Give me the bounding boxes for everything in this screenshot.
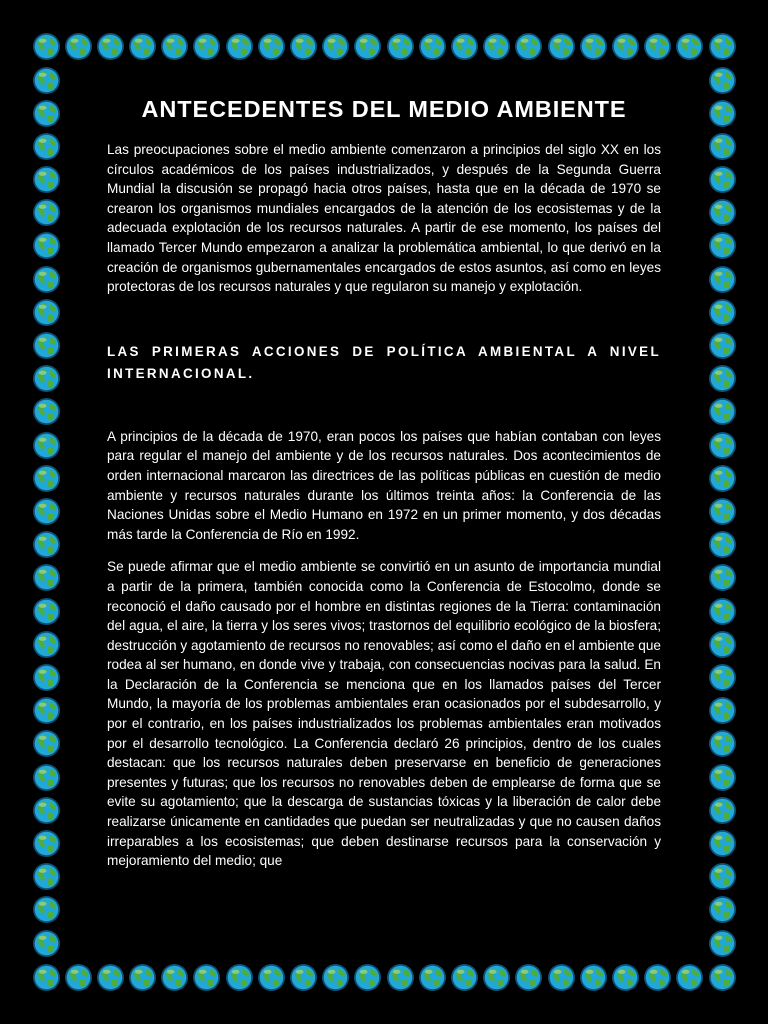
body-paragraph-2: A principios de la década de 1970, eran pocos los países que habían contaban con leyes para regular el manejo del ambiente y de los recursos naturales. Dos acontecimientos de orden internacional marcaron las directrices de las políticas públicas en cuestión de medio ambiente y recursos naturales durante los últimos treinta años: la Conferencia de las Naciones Unidas sobre el Medio Humano en 1972 en un primer momento, y dos décadas más tarde la Conferencia de Río en 1992. xyxy=(107,428,661,542)
globe-icon xyxy=(708,563,737,592)
globe-icon xyxy=(418,32,447,61)
globe-icon xyxy=(321,963,350,992)
globe-icon xyxy=(708,364,737,393)
globe-icon xyxy=(708,597,737,626)
globe-icon xyxy=(353,963,382,992)
globe-icon xyxy=(708,99,737,128)
globe-icon xyxy=(708,895,737,924)
globe-icon xyxy=(708,132,737,161)
globe-icon xyxy=(32,696,61,725)
globe-icon xyxy=(708,729,737,758)
globe-icon xyxy=(32,895,61,924)
globe-icon xyxy=(32,862,61,891)
globe-icon xyxy=(450,963,479,992)
globe-icon xyxy=(160,32,189,61)
section-heading: LAS PRIMERAS ACCIONES DE POLÍTICA AMBIENTAL A NIVEL INTERNACIONAL. xyxy=(107,343,661,381)
globe-icon xyxy=(32,663,61,692)
globe-icon xyxy=(192,963,221,992)
globe-icon xyxy=(708,165,737,194)
globe-icon xyxy=(708,796,737,825)
globe-icon xyxy=(257,963,286,992)
globe-icon xyxy=(547,963,576,992)
globe-icon xyxy=(611,963,640,992)
globe-icon xyxy=(32,929,61,958)
globe-icon xyxy=(289,963,318,992)
globe-icon xyxy=(708,829,737,858)
globe-icon xyxy=(257,32,286,61)
globe-icon xyxy=(611,32,640,61)
globe-icon xyxy=(579,32,608,61)
globe-icon xyxy=(708,763,737,792)
globe-icon xyxy=(96,32,125,61)
globe-icon xyxy=(32,397,61,426)
globe-icon xyxy=(708,530,737,559)
globe-icon xyxy=(418,963,447,992)
globe-icon xyxy=(32,165,61,194)
globe-icon xyxy=(547,32,576,61)
globe-icon xyxy=(643,963,672,992)
globe-icon xyxy=(708,663,737,692)
globe-icon xyxy=(289,32,318,61)
globe-icon xyxy=(32,431,61,460)
globe-icon xyxy=(386,32,415,61)
globe-icon xyxy=(708,929,737,958)
globe-icon xyxy=(708,231,737,260)
globe-icon xyxy=(450,32,479,61)
globe-icon xyxy=(32,530,61,559)
globe-icon xyxy=(225,32,254,61)
globe-icon xyxy=(708,696,737,725)
globe-icon xyxy=(708,331,737,360)
globe-icon xyxy=(32,231,61,260)
globe-icon xyxy=(514,32,543,61)
globe-icon xyxy=(32,763,61,792)
globe-icon xyxy=(32,198,61,227)
globe-icon xyxy=(353,32,382,61)
globe-icon xyxy=(708,431,737,460)
globe-icon xyxy=(708,497,737,526)
globe-icon xyxy=(32,464,61,493)
globe-icon xyxy=(32,364,61,393)
globe-icon xyxy=(32,729,61,758)
globe-icon xyxy=(386,963,415,992)
globe-icon xyxy=(708,198,737,227)
globe-icon xyxy=(160,963,189,992)
globe-icon xyxy=(708,298,737,327)
globe-icon xyxy=(32,298,61,327)
intro-paragraph: Las preocupaciones sobre el medio ambiente comenzaron a principios del siglo XX en los círculos académicos de los países industrializados, y después de la Segunda Guerra Mundial la discusión se propagó hacia otros países, hasta que en la década de 1970 se crearon los organismos mundiales encargados de la atención de los ecosistemas y de la adecuada explotación de los recursos naturales. A partir de ese momento, los países del llamado Tercer Mundo empezaron a analizar la problemática ambiental, lo que derivó en la creación de organismos gubernamentales encargados de estos asuntos, así como en leyes protectoras de los recursos naturales y que regularon su manejo y explotación. xyxy=(107,142,661,295)
globe-icon xyxy=(64,32,93,61)
globe-icon xyxy=(32,630,61,659)
globe-icon xyxy=(32,66,61,95)
globe-icon xyxy=(32,597,61,626)
globe-icon xyxy=(708,963,737,992)
globe-icon xyxy=(708,464,737,493)
globe-icon xyxy=(675,32,704,61)
globe-icon xyxy=(64,963,93,992)
globe-icon xyxy=(675,963,704,992)
globe-icon xyxy=(708,66,737,95)
globe-icon xyxy=(32,331,61,360)
globe-icon xyxy=(96,963,125,992)
globe-icon xyxy=(32,563,61,592)
globe-icon xyxy=(128,963,157,992)
globe-icon xyxy=(708,630,737,659)
globe-icon xyxy=(32,32,61,61)
globe-icon xyxy=(32,963,61,992)
globe-icon xyxy=(482,963,511,992)
globe-icon xyxy=(225,963,254,992)
globe-icon xyxy=(643,32,672,61)
page-title: ANTECEDENTES DEL MEDIO AMBIENTE xyxy=(141,96,627,122)
globe-icon xyxy=(32,132,61,161)
body-paragraph-3: Se puede afirmar que el medio ambiente se convirtió en un asunto de importancia mundial a partir de la primera, también conocida como la Conferencia de Estocolmo, donde se reconoció el daño causado por el hombre en distintas regiones de la Tierra: contaminación del agua, el aire, la tierra y los seres vivos; trastornos del equilibrio ecológico de la biosfera; destrucción y agotamiento de recursos no renovables; así como el daño en el ambiente que rodea al ser humano, en donde vive y trabaja, con consecuencias nocivas para la salud. En la Declaración de la Conferencia se menciona que en los llamados países del Tercer Mundo, la mayoría de los problemas ambientales eran ocasionados por el subdesarrollo, y por el contrario, en los países industrializados los problemas ambientales eran motivados por el desarrollo tecnológico. La Conferencia declaró 26 principios, dentro de los cuales destacan: que los recursos naturales deben preservarse en beneficio de generaciones presentes y futuras; que los recursos no renovables deben de emplearse de forma que se evite su agotamiento; que la descarga de sustancias tóxicas y la liberación de calor debe realizarse únicamente en cantidades que puedan ser neutralizadas y que no causen daños irreparables a los ecosistemas; que deben destinarse recursos para la conservación y mejoramiento del medio; que xyxy=(107,559,661,869)
globe-icon xyxy=(32,796,61,825)
globe-icon xyxy=(708,862,737,891)
globe-icon xyxy=(708,265,737,294)
globe-icon xyxy=(192,32,221,61)
globe-icon xyxy=(514,963,543,992)
globe-icon xyxy=(482,32,511,61)
globe-icon xyxy=(579,963,608,992)
globe-icon xyxy=(708,32,737,61)
globe-icon xyxy=(32,265,61,294)
globe-icon xyxy=(32,829,61,858)
document-body xyxy=(107,92,661,871)
globe-icon xyxy=(32,497,61,526)
globe-icon xyxy=(128,32,157,61)
globe-icon xyxy=(708,397,737,426)
globe-icon xyxy=(32,99,61,128)
globe-icon xyxy=(321,32,350,61)
